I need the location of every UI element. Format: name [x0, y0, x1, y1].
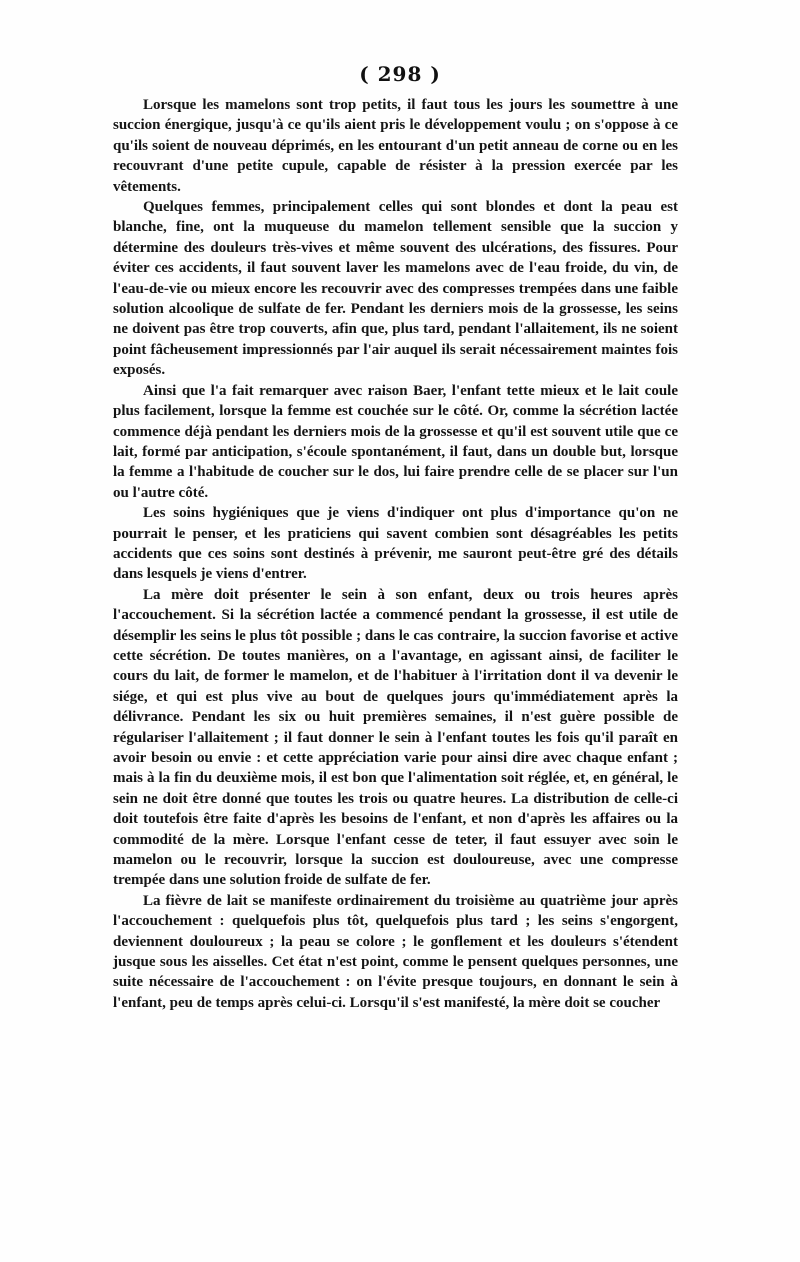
- paragraph: Les soins hygiéniques que je viens d'indiquer ont plus d'importance qu'on ne pourrait le penser, et les praticiens qui savent combien sont désagréables les petits accidents que ces soins sont destinés à prévenir, me sauront peut-être gré des détails dans lesquels je viens d'entrer.: [113, 505, 678, 583]
- page-number: ( 298 ): [359, 62, 441, 86]
- paragraph: Quelques femmes, principalement celles qui sont blondes et dont la peau est blanche, fine, ont la muqueuse du mamelon tellement sensible que la succion y détermine des douleurs très-vives et même souvent des ulcérations, des fissures. Pour éviter ces accidents, il faut souvent laver les mamelons avec de l'eau froide, du vin, de l'eau-de-vie ou mieux encore les recouvrir avec des compresses trempées dans une faible solution alcoolique de sulfate de fer. Pendant les derniers mois de la grossesse, les seins ne doivent pas être trop couverts, afin que, plus tard, pendant l'allaitement, ils ne soient point fâcheusement impressionnés par l'air auquel ils serait nécessairement maintes fois exposés.: [113, 199, 678, 379]
- paragraph: Ainsi que l'a fait remarquer avec raison Baer, l'enfant tette mieux et le lait coule plus facilement, lorsque la femme est couchée sur le côté. Or, comme la sécrétion lactée commence déjà pendant les derniers mois de la grossesse et qu'il est souvent utile que ce lait, formé par anticipation, s'écoule spontanément, il faut, dans un double but, lorsque la femme a l'habitude de coucher sur le dos, lui faire prendre celle de se placer sur l'un ou l'autre côté.: [113, 382, 678, 501]
- paragraph: Lorsque les mamelons sont trop petits, il faut tous les jours les soumettre à une succion énergique, jusqu'à ce qu'ils aient pris le développement voulu ; on s'oppose à ce qu'ils soient de nouveau déprimés, en les entourant d'un petit anneau de corne ou en les recouvrant d'une petite cupule, capable de résister à la pression exercée par les vêtements.: [113, 97, 678, 195]
- body-text: [113, 95, 678, 1013]
- paragraph: La mère doit présenter le sein à son enfant, deux ou trois heures après l'accouchement. Si la sécrétion lactée a commencé pendant la grossesse, il est utile de désemplir les seins le plus tôt possible ; dans le cas contraire, la succion favorise et active cette sécrétion. De toutes manières, on a l'avantage, en agissant ainsi, de faciliter le cours du lait, de former le mamelon, et de l'habituer à l'irritation dont il va devenir le siége, et qui est plus vive au bout de quelques jours qu'immédiatement après la délivrance. Pendant les six ou huit premières semaines, il n'est guère possible de régulariser l'allaitement ; il faut donner le sein à l'enfant toutes les fois qu'il paraît en avoir besoin ou envie : et cette appréciation varie pour ainsi dire avec chaque enfant ; mais à la fin du deuxième mois, il est bon que l'alimentation soit réglée, et, en général, le sein ne doit être donné que toutes les trois ou quatre heures. La distribution de celle-ci doit toutefois être faite d'après les besoins de l'enfant, et non d'après les affaires ou la commodité de la mère. Lorsque l'enfant cesse de teter, il faut essuyer avec soin le mamelon ou le recouvrir, lorsque la succion est douloureuse, avec une compresse trempée dans une solution froide de sulfate de fer.: [113, 586, 678, 889]
- paragraph: La fièvre de lait se manifeste ordinairement du troisième au quatrième jour après l'accouchement : quelquefois plus tôt, quelquefois plus tard ; les seins s'engorgent, deviennent douloureux ; la peau se colore ; le gonflement et les douleurs s'étendent jusque sous les aisselles. Cet état n'est point, comme le pensent quelques personnes, une suite nécessaire de l'accouchement : on l'évite presque toujours, en donnant le sein à l'enfant, peu de temps après celui-ci. Lorsqu'il s'est manifesté, la mère doit se coucher: [113, 892, 678, 1011]
